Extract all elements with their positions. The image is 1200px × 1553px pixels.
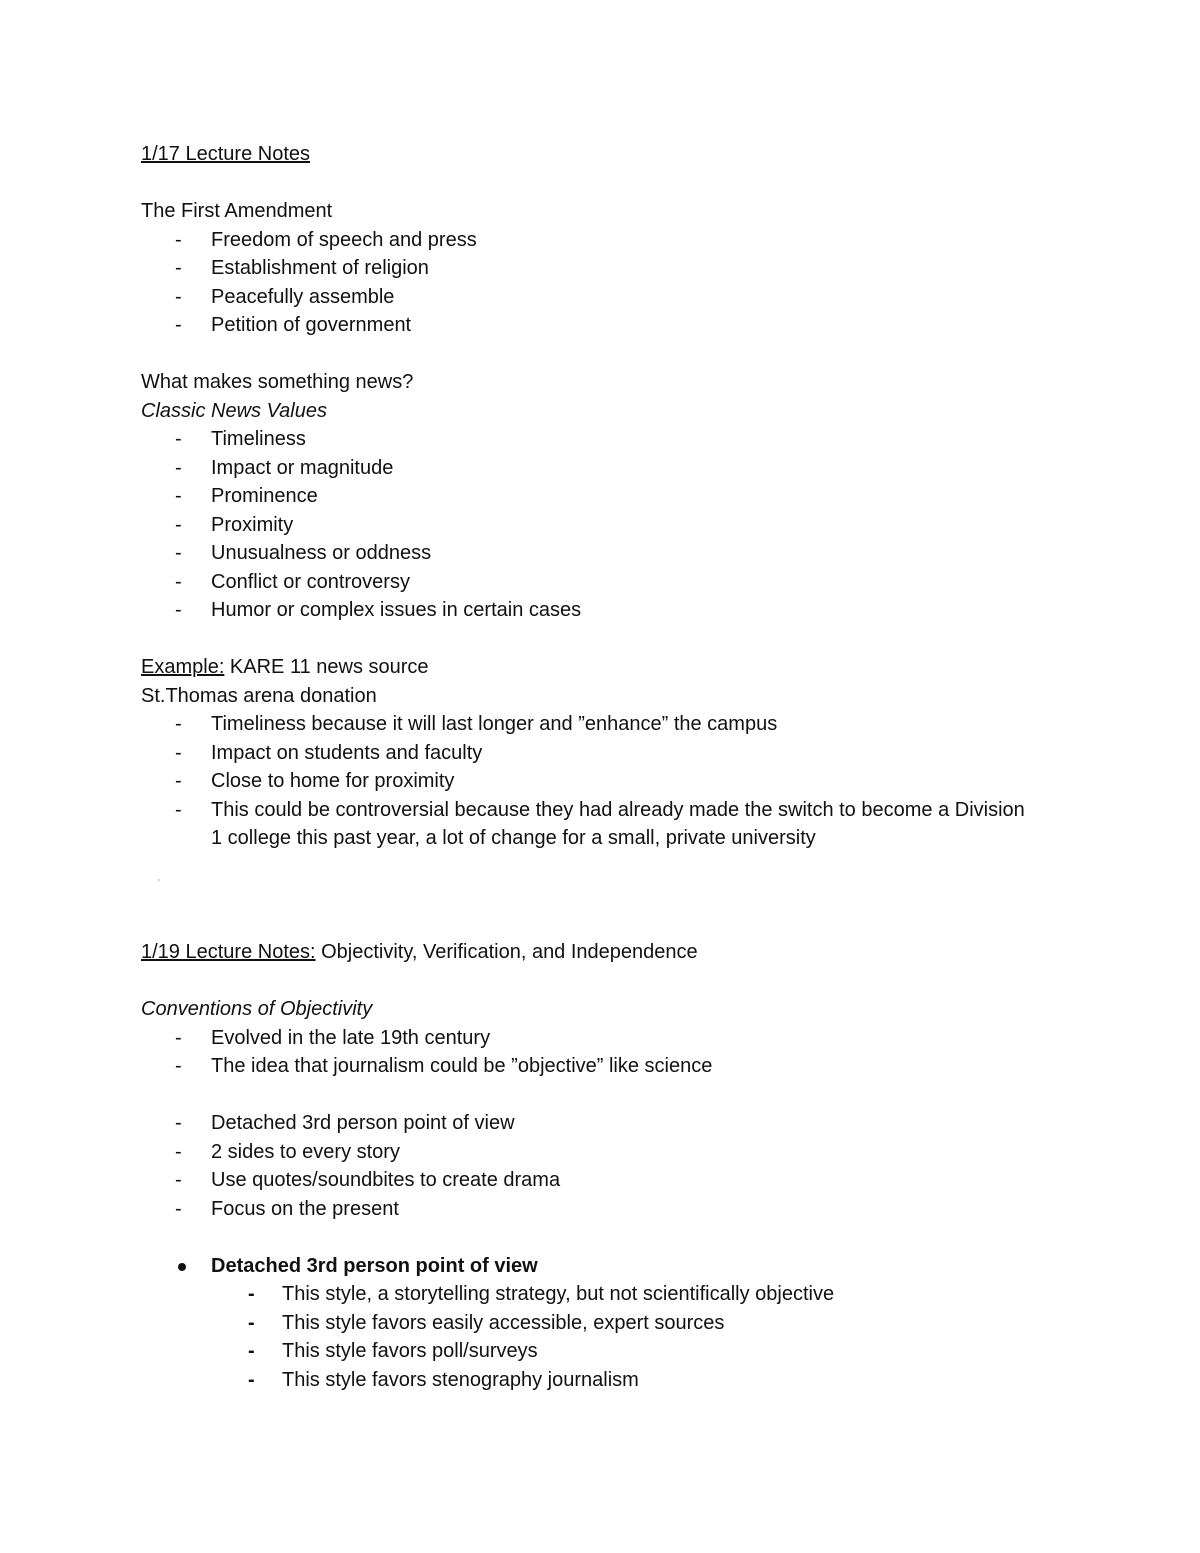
heading-underlined: 1/19 Lecture Notes: (141, 941, 316, 963)
example-line (141, 653, 1041, 682)
example-list (141, 710, 1041, 853)
bullet-sublist (141, 1280, 1041, 1394)
list-item: - Timeliness because it will last longer and ”enhance” the campus (175, 713, 778, 735)
example-subject: St.Thomas arena donation (141, 684, 377, 707)
list-item: - Peacefully assemble (175, 285, 395, 308)
list-item: - Evolved in the late 19th century (175, 1026, 491, 1049)
conventions-title: Conventions of Objectivity (141, 998, 373, 1020)
list-item: - Impact on students and faculty (175, 741, 483, 764)
classic-news-values-title: Classic News Values (141, 399, 327, 422)
list-item: - Humor or complex issues in certain cases (175, 599, 582, 621)
list-item: - Establishment of religion (175, 257, 429, 279)
list-item: - Unusualness or oddness (175, 542, 432, 564)
list-item: - Petition of government (175, 314, 412, 336)
list-item: - Conflict or controversy (175, 570, 410, 593)
list-item: - The idea that journalism could be ”objective” like science (175, 1055, 713, 1077)
first-amendment-title: The First Amendment (141, 200, 333, 222)
list-item: - This style favors easily accessible, expert sources (248, 1311, 725, 1334)
list-item: - Impact or magnitude (175, 456, 394, 479)
list-item: - This style favors stenography journalism (248, 1368, 639, 1391)
first-amendment-list (141, 226, 1041, 340)
list-item: - This style favors poll/surveys (248, 1340, 538, 1362)
example-label: Example: (141, 656, 225, 678)
list-item: - Prominence (175, 485, 318, 507)
list-item: - This could be controversial because they had already made the switch to become a Division 1 college this past year, a lot of change for a small, private university (175, 798, 1025, 849)
conventions-list-a (141, 1024, 1041, 1081)
list-item: - Proximity (175, 513, 294, 536)
document-page (141, 140, 1041, 1394)
section-heading-1-19 (141, 938, 1041, 967)
section-heading-1-17: 1/17 Lecture Notes (141, 143, 310, 165)
list-item: - Freedom of speech and press (175, 228, 477, 251)
example-text: KARE 11 news source (224, 656, 429, 678)
list-item: - Timeliness (175, 428, 306, 450)
bullet-dot-icon (178, 1263, 186, 1271)
heading-rest: Objectivity, Verification, and Independence (315, 941, 698, 963)
list-item: - 2 sides to every story (175, 1140, 400, 1163)
list-item: - Use quotes/soundbites to create drama (175, 1169, 561, 1191)
news-question: What makes something news? (141, 371, 414, 393)
news-values-list (141, 425, 1041, 625)
bullet-heading: Detached 3rd person point of view (141, 1252, 1041, 1281)
conventions-list-b (141, 1109, 1041, 1223)
list-item: - Detached 3rd person point of view (175, 1112, 515, 1134)
stray-mark: ' (158, 878, 160, 889)
list-item: - Close to home for proximity (175, 770, 455, 792)
list-item: - This style, a storytelling strategy, but not scientifically objective (248, 1283, 835, 1305)
list-item: - Focus on the present (175, 1197, 399, 1220)
